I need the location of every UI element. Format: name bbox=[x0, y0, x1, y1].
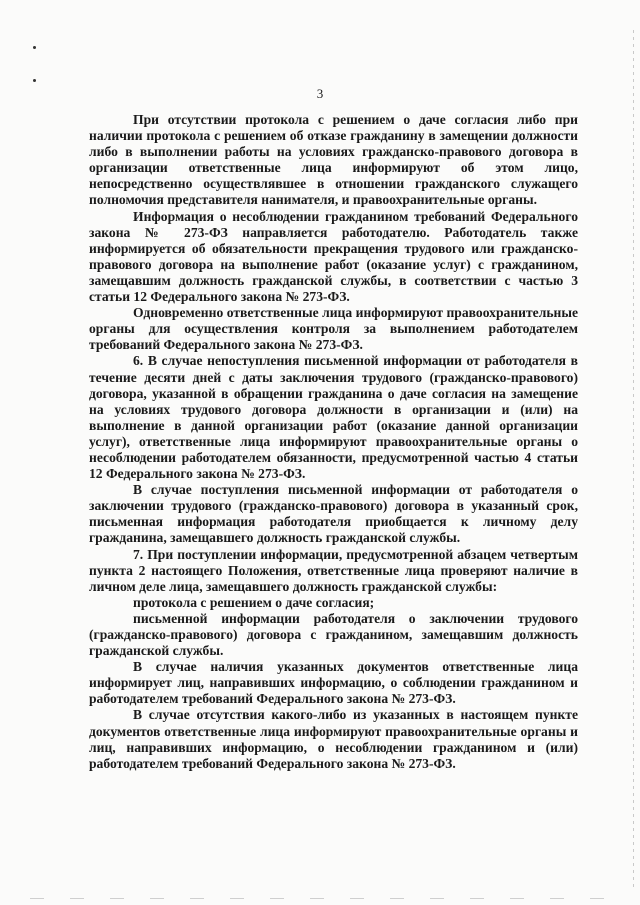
list-item: письменной информации работодателя о заключении трудового (гражданско-правового) договора с гражданином, замещавшим должность гражданской службы. bbox=[89, 610, 578, 659]
paragraph: В случае поступления письменной информации от работодателя о заключении трудового (гражданско-правового) договора в указанный срок, письменная информация работодателя приобщается к личному делу гражданина, замещавшего должность гражданской службы. bbox=[89, 482, 578, 546]
paragraph-item-6: 6. В случае непоступления письменной информации от работодателя в течение десяти дней с даты заключения трудового (гражданско-правового) договора, указанной в обращении гражданина о даче согласия на замещение на условиях трудового договора должности в организации и (или) на выполнение в данной организации работ (оказание данной организации услуг), ответственные лица информируют правоохранительные органы о несоблюдении работодателем обязанности, предусмотренной частью 4 статьи 12 Федерального закона № 273-ФЗ. bbox=[89, 353, 578, 482]
paragraph: При отсутствии протокола с решением о даче согласия либо при наличии протокола с решением об отказе гражданину в замещении должности либо в выполнении работы на условиях гражданско-правового договора в организации ответственные лица информируют об этом лицо, непосредственно осуществлявшее в отношении гражданского служащего полномочия представителя нанимателя, и правоохранительные органы. bbox=[89, 112, 578, 208]
paragraph: Одновременно ответственные лица информируют правоохранительные органы для осуществления контроля за выполнением работодателем требований Федерального закона № 273-ФЗ. bbox=[89, 305, 578, 353]
document-body bbox=[89, 112, 578, 772]
scan-speck bbox=[33, 46, 36, 49]
paragraph: Информация о несоблюдении гражданином требований Федерального закона № 273-ФЗ направляется работодателю. Работодатель также информируется об обязательности прекращения трудового или гражданско-правового договора на выполнение работ (оказание услуг) с гражданином, замещавшим должность гражданской службы, в соответствии с частью 3 статьи 12 Федерального закона № 273-ФЗ. bbox=[89, 208, 578, 305]
list-item: протокола с решением о даче согласия; bbox=[133, 594, 375, 610]
paragraph-item-7: 7. При поступлении информации, предусмотренной абзацем четвертым пункта 2 настоящего Положения, ответственные лица проверяют наличие в личном деле лица, замещавшего должность гражданской службы: bbox=[89, 546, 578, 594]
paragraph: В случае отсутствия какого-либо из указанных в настоящем пункте документов ответственные лица информируют правоохранительные органы и лиц, направивших информацию, о несоблюдении гражданином и (или) работодателем требований Федерального закона № 273-ФЗ. bbox=[89, 707, 578, 771]
paragraph: В случае наличия указанных документов ответственные лица информирует лиц, направивших информацию, о соблюдении гражданином и работодателем требований Федерального закона № 273-ФЗ. bbox=[89, 659, 578, 707]
scan-edge-bottom bbox=[30, 898, 630, 899]
scan-edge-right bbox=[633, 30, 634, 890]
scan-speck bbox=[33, 79, 36, 82]
page-number: 3 bbox=[316, 86, 324, 101]
